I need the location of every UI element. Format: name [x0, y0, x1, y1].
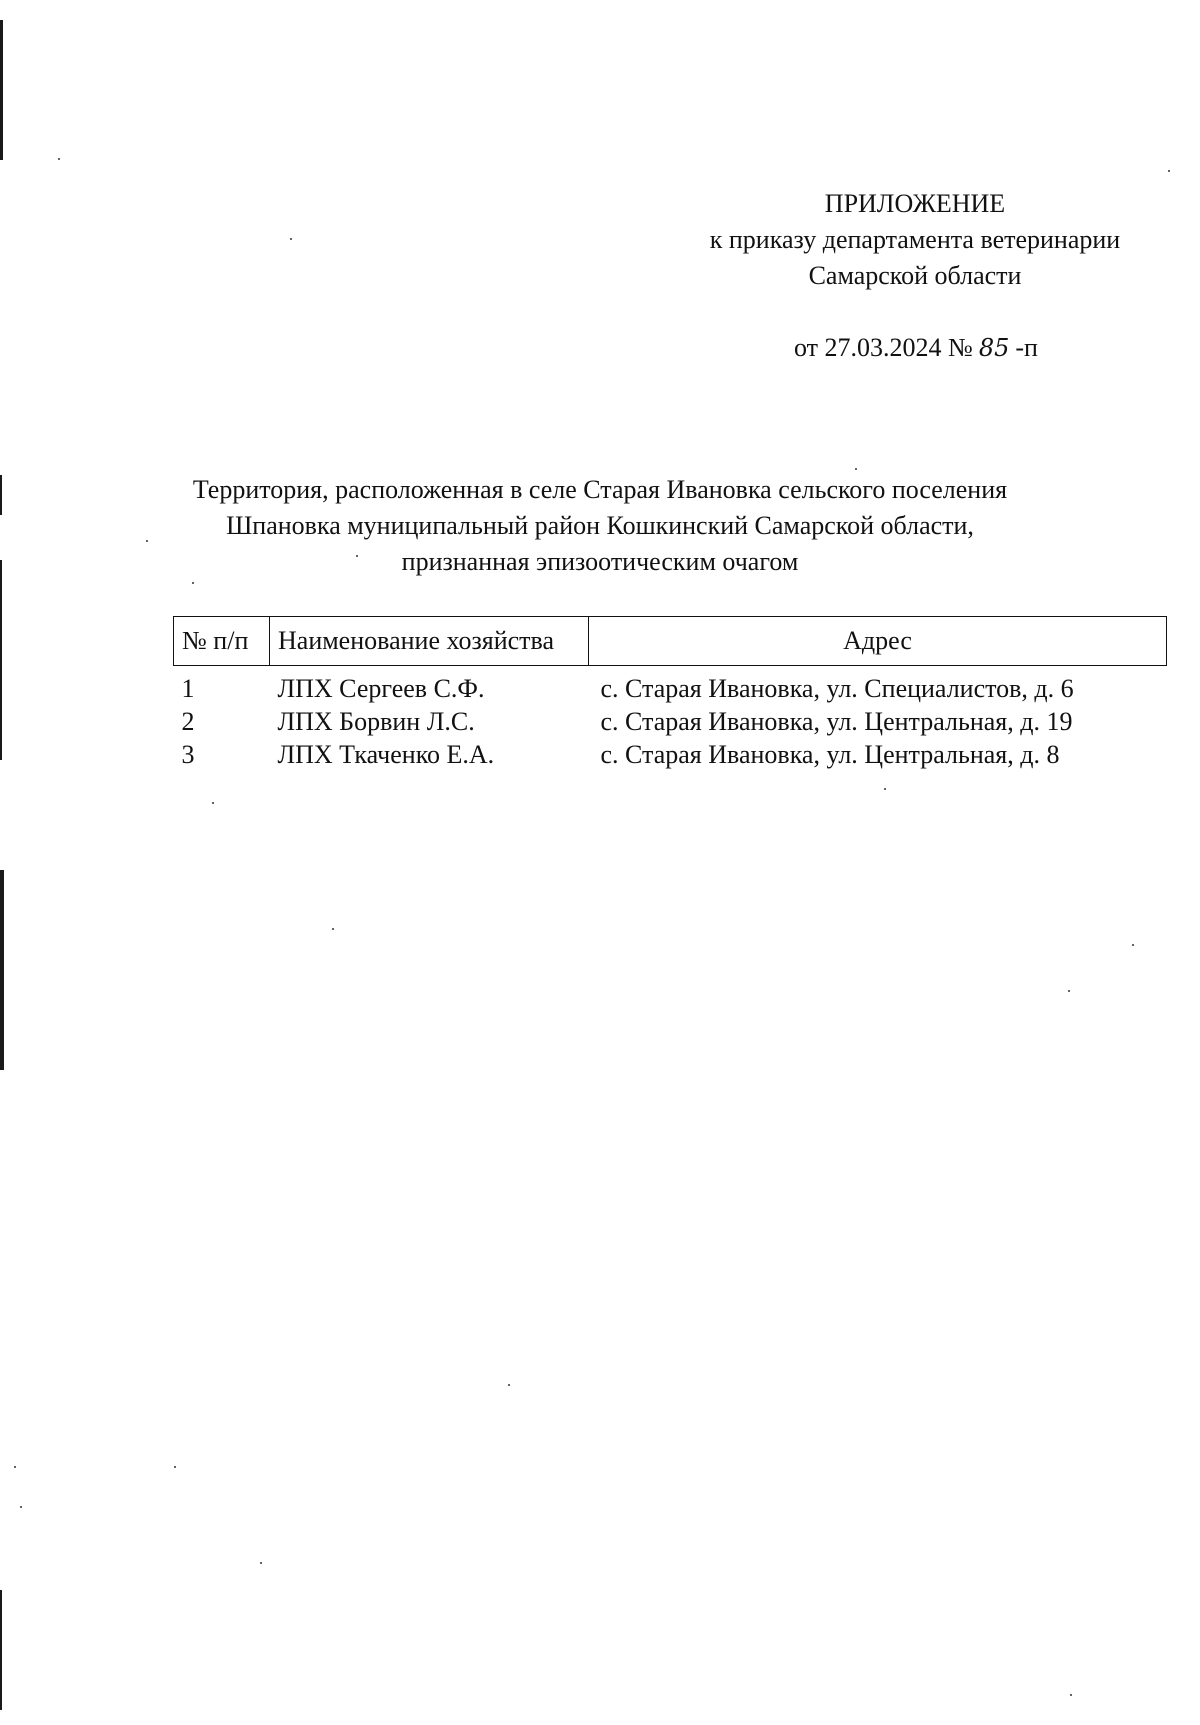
scan-speck	[174, 1466, 176, 1468]
title-line-2: Шпановка муниципальный район Кошкинский Самарской области,	[226, 511, 974, 540]
scan-edge-mark	[0, 560, 2, 760]
scan-speck	[260, 1562, 262, 1564]
order-number: 85	[978, 334, 1010, 362]
scan-speck	[212, 802, 214, 804]
header-address: Адрес	[589, 617, 1167, 666]
appendix-line-2: Самарской области	[808, 261, 1022, 290]
row-address: с. Старая Ивановка, ул. Специалистов, д. 6	[600, 674, 1074, 703]
row-address: с. Старая Ивановка, ул. Центральная, д. 8	[600, 740, 1060, 769]
table-row	[174, 666, 1167, 706]
scan-speck	[332, 928, 334, 930]
scan-edge-mark	[0, 475, 2, 515]
row-farm-name: ЛПХ Ткаченко Е.А.	[277, 740, 495, 769]
row-address: с. Старая Ивановка, ул. Центральная, д. 19	[600, 707, 1073, 736]
farms-table	[173, 616, 1167, 771]
header-number: № п/п	[174, 617, 270, 666]
appendix-title: ПРИЛОЖЕНИЕ	[824, 189, 1006, 218]
scan-speck	[855, 468, 857, 470]
table-row	[174, 738, 1167, 771]
order-prefix: от 27.03.2024 №	[794, 333, 973, 362]
row-farm-name: ЛПХ Сергеев С.Ф.	[277, 674, 485, 703]
scan-speck	[1132, 944, 1134, 946]
farms-table-wrapper	[173, 616, 1167, 771]
title-line-3: признанная эпизоотическим очагом	[401, 547, 799, 576]
appendix-line-1: к приказу департамента ветеринарии	[709, 225, 1121, 254]
appendix-header	[640, 186, 1190, 294]
scan-speck	[884, 788, 886, 790]
row-farm-name: ЛПХ Борвин Л.С.	[277, 707, 475, 736]
table-row	[174, 705, 1167, 738]
order-suffix: -п	[1015, 333, 1038, 362]
row-number: 1	[181, 674, 195, 703]
document-title	[130, 472, 1070, 580]
scan-speck	[508, 1384, 510, 1386]
scan-speck	[1070, 1694, 1072, 1696]
scan-speck	[20, 1506, 22, 1508]
order-reference	[794, 330, 1038, 366]
scan-edge-mark	[0, 1590, 2, 1710]
header-farm-name: Наименование хозяйства	[270, 617, 589, 666]
scan-edge-mark	[0, 870, 4, 1070]
table-header-row	[174, 617, 1167, 666]
scan-speck	[58, 158, 60, 160]
title-line-1: Территория, расположенная в селе Старая Ивановка сельского поселения	[192, 475, 1008, 504]
scan-speck	[290, 238, 292, 240]
scan-speck	[192, 582, 194, 584]
scan-speck	[1168, 170, 1170, 172]
scan-speck	[1068, 990, 1070, 992]
scan-edge-mark	[0, 20, 3, 160]
row-number: 3	[181, 740, 195, 769]
scan-speck	[14, 1466, 16, 1468]
row-number: 2	[181, 707, 195, 736]
